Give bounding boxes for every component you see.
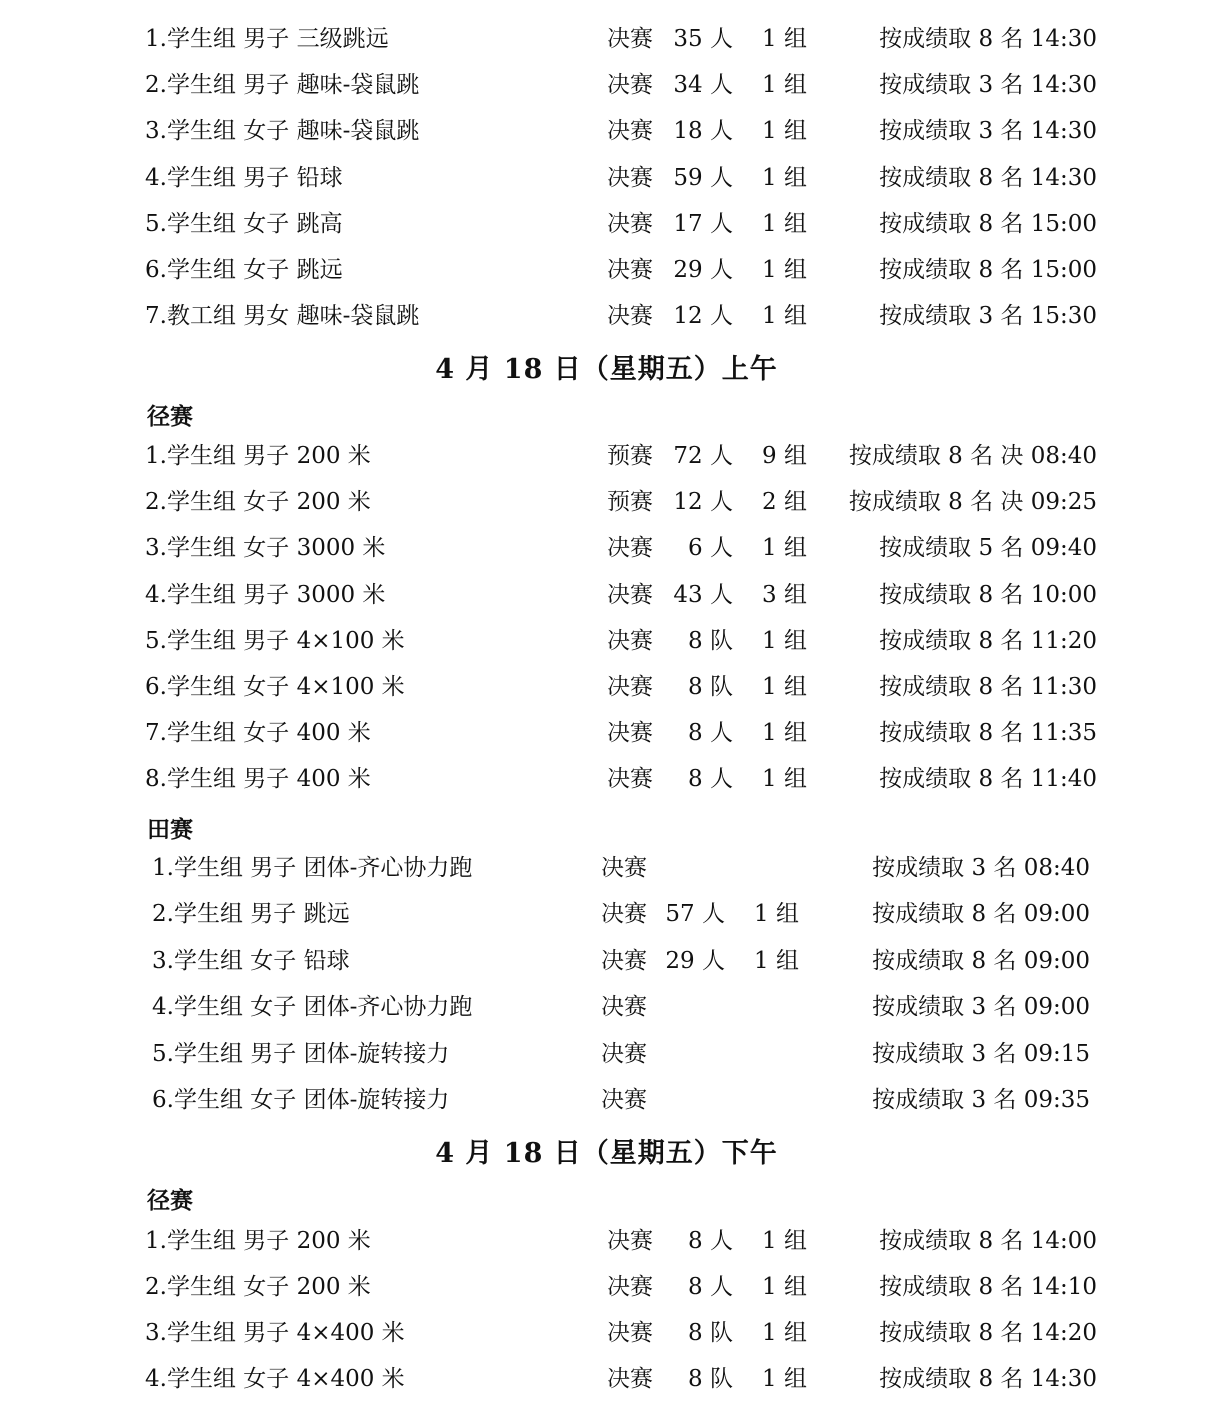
event-groups: 1 组: [762, 535, 807, 562]
event-item: 8.学生组 男子 400 米: [145, 766, 371, 793]
event-stage: 决赛: [601, 1087, 647, 1113]
event-count: 34 人: [673, 72, 733, 99]
event-groups: 1 组: [762, 1228, 807, 1254]
event-item: 3.学生组 男子 4×400 米: [145, 1320, 405, 1346]
event-rule: 按成绩取 8 名 14:10: [879, 1274, 1097, 1300]
schedule-row: [145, 487, 1097, 517]
event-stage: 决赛: [607, 720, 653, 747]
event-groups: 1 组: [762, 720, 807, 747]
event-stage: 决赛: [607, 26, 653, 52]
event-item: 2.学生组 男子 跳远: [152, 901, 350, 928]
event-rule: 按成绩取 3 名 14:30: [879, 72, 1097, 99]
event-stage: 决赛: [607, 257, 653, 283]
event-count: 6 人: [688, 535, 733, 562]
event-rule: 按成绩取 8 名 14:30: [879, 26, 1097, 52]
event-count: 8 队: [688, 674, 733, 700]
session-heading-morning: 4 月 18 日（星期五）上午: [435, 354, 778, 385]
event-count: 35 人: [673, 26, 733, 52]
schedule-row: [145, 1272, 1097, 1302]
event-rule: 按成绩取 8 名 11:35: [879, 720, 1097, 747]
event-stage: 决赛: [607, 164, 653, 191]
event-stage: 决赛: [607, 1228, 653, 1254]
event-rule: 按成绩取 8 名 14:30: [879, 164, 1097, 191]
event-stage: 决赛: [607, 303, 653, 330]
event-rule: 按成绩取 8 名 11:30: [879, 674, 1097, 700]
event-count: 59 人: [673, 164, 733, 191]
event-stage: 决赛: [607, 210, 653, 237]
event-groups: 1 组: [762, 118, 807, 145]
event-item: 5.学生组 男子 4×100 米: [145, 627, 405, 654]
event-rule: 按成绩取 3 名 09:15: [872, 1040, 1090, 1067]
event-count: 17 人: [673, 210, 733, 237]
event-count: 72 人: [673, 443, 733, 469]
event-count: 8 队: [688, 1320, 733, 1346]
event-item: 4.学生组 女子 团体-齐心协力跑: [152, 994, 473, 1021]
event-rule: 按成绩取 8 名 15:00: [879, 210, 1097, 237]
event-item: 3.学生组 女子 3000 米: [145, 535, 386, 562]
event-stage: 决赛: [607, 118, 653, 145]
event-groups: 1 组: [762, 257, 807, 283]
event-rule: 按成绩取 3 名 09:00: [872, 994, 1090, 1021]
event-stage: 决赛: [607, 674, 653, 700]
schedule-row: [145, 70, 1097, 100]
event-count: 8 队: [688, 627, 733, 654]
event-groups: 1 组: [762, 164, 807, 191]
event-rule: 按成绩取 8 名 11:40: [879, 766, 1097, 793]
event-groups: 1 组: [762, 627, 807, 654]
event-item: 6.学生组 女子 团体-旋转接力: [152, 1087, 450, 1113]
schedule-row: [152, 1085, 1090, 1115]
field-events-label: 田赛: [147, 816, 193, 843]
event-count: 8 人: [688, 766, 733, 793]
event-stage: 决赛: [607, 1366, 653, 1392]
event-rule: 按成绩取 3 名 15:30: [879, 303, 1097, 330]
event-count: 12 人: [673, 489, 733, 516]
event-item: 2.学生组 女子 200 米: [145, 1274, 371, 1300]
event-stage: 决赛: [607, 1320, 653, 1346]
schedule-row: [145, 301, 1097, 331]
event-item: 3.学生组 女子 趣味-袋鼠跳: [145, 118, 420, 145]
event-stage: 决赛: [601, 994, 647, 1021]
event-groups: 1 组: [762, 303, 807, 330]
event-item: 7.学生组 女子 400 米: [145, 720, 371, 747]
event-groups: 1 组: [754, 947, 799, 974]
event-groups: 1 组: [762, 1274, 807, 1300]
event-item: 2.学生组 女子 200 米: [145, 489, 371, 516]
event-groups: 1 组: [762, 26, 807, 52]
event-item: 1.学生组 男子 200 米: [145, 443, 371, 469]
event-rule: 按成绩取 8 名 决 08:40: [848, 443, 1097, 469]
event-count: 12 人: [673, 303, 733, 330]
track-events-label: 径赛: [147, 403, 193, 430]
schedule-row: [145, 1318, 1097, 1348]
event-item: 1.学生组 男子 团体-齐心协力跑: [152, 855, 473, 881]
event-rule: 按成绩取 8 名 决 09:25: [848, 489, 1097, 516]
event-rule: 按成绩取 8 名 10:00: [879, 581, 1097, 608]
event-groups: 1 组: [762, 1366, 807, 1392]
event-groups: 1 组: [762, 1320, 807, 1346]
event-stage: 决赛: [607, 72, 653, 99]
event-count: 18 人: [673, 118, 733, 145]
event-count: 8 队: [688, 1366, 733, 1392]
event-groups: 3 组: [762, 581, 807, 608]
event-rule: 按成绩取 5 名 09:40: [879, 535, 1097, 562]
event-stage: 预赛: [607, 489, 653, 516]
event-groups: 1 组: [762, 72, 807, 99]
schedule-row: [145, 718, 1097, 748]
event-rule: 按成绩取 3 名 14:30: [879, 118, 1097, 145]
event-item: 5.学生组 女子 跳高: [145, 210, 343, 237]
event-rule: 按成绩取 8 名 14:30: [879, 1366, 1097, 1392]
event-item: 6.学生组 女子 4×100 米: [145, 674, 405, 700]
event-groups: 1 组: [762, 674, 807, 700]
event-rule: 按成绩取 8 名 09:00: [872, 947, 1090, 974]
event-item: 6.学生组 女子 跳远: [145, 257, 343, 283]
event-stage: 决赛: [607, 627, 653, 654]
event-rule: 按成绩取 8 名 09:00: [872, 901, 1090, 928]
schedule-row: [145, 580, 1097, 610]
event-rule: 按成绩取 8 名 11:20: [879, 627, 1097, 654]
schedule-row: [152, 992, 1090, 1022]
event-rule: 按成绩取 8 名 14:20: [879, 1320, 1097, 1346]
event-item: 4.学生组 男子 3000 米: [145, 581, 386, 608]
schedule-row: [152, 899, 1090, 929]
schedule-row: [145, 441, 1097, 471]
event-item: 7.教工组 男女 趣味-袋鼠跳: [145, 303, 420, 330]
schedule-row: [145, 764, 1097, 794]
event-item: 3.学生组 女子 铅球: [152, 947, 350, 974]
schedule-row: [145, 163, 1097, 193]
event-count: 29 人: [665, 947, 725, 974]
event-stage: 决赛: [607, 1274, 653, 1300]
event-rule: 按成绩取 8 名 15:00: [879, 257, 1097, 283]
event-stage: 决赛: [601, 855, 647, 881]
event-item: 4.学生组 女子 4×400 米: [145, 1366, 405, 1392]
event-stage: 决赛: [601, 947, 647, 974]
event-stage: 决赛: [607, 535, 653, 562]
event-groups: 1 组: [754, 901, 799, 928]
schedule-row: [152, 1039, 1090, 1069]
schedule-row: [152, 853, 1090, 883]
event-rule: 按成绩取 8 名 14:00: [879, 1228, 1097, 1254]
event-groups: 2 组: [762, 489, 807, 516]
schedule-row: [145, 209, 1097, 239]
schedule-row: [145, 672, 1097, 702]
schedule-row: [145, 626, 1097, 656]
event-count: 8 人: [688, 720, 733, 747]
schedule-row: [145, 116, 1097, 146]
event-count: 8 人: [688, 1274, 733, 1300]
event-item: 5.学生组 男子 团体-旋转接力: [152, 1040, 450, 1067]
event-item: 4.学生组 男子 铅球: [145, 164, 343, 191]
event-rule: 按成绩取 3 名 09:35: [872, 1087, 1090, 1113]
event-stage: 决赛: [601, 901, 647, 928]
event-count: 43 人: [673, 581, 733, 608]
event-groups: 9 组: [762, 443, 807, 469]
event-groups: 1 组: [762, 766, 807, 793]
event-stage: 决赛: [601, 1040, 647, 1067]
event-item: 2.学生组 男子 趣味-袋鼠跳: [145, 72, 420, 99]
session-heading-afternoon: 4 月 18 日（星期五）下午: [435, 1138, 778, 1169]
schedule-row: [145, 1226, 1097, 1256]
event-groups: 1 组: [762, 210, 807, 237]
schedule-row: [145, 24, 1097, 54]
event-stage: 决赛: [607, 766, 653, 793]
event-rule: 按成绩取 3 名 08:40: [872, 855, 1090, 881]
schedule-row: [145, 1364, 1097, 1394]
event-stage: 预赛: [607, 443, 653, 469]
schedule-row: [152, 946, 1090, 976]
track-events-label-afternoon: 径赛: [147, 1187, 193, 1214]
event-count: 8 人: [688, 1228, 733, 1254]
event-item: 1.学生组 男子 200 米: [145, 1228, 371, 1254]
event-stage: 决赛: [607, 581, 653, 608]
schedule-row: [145, 255, 1097, 285]
event-item: 1.学生组 男子 三级跳远: [145, 26, 389, 52]
event-count: 29 人: [673, 257, 733, 283]
event-count: 57 人: [665, 901, 725, 928]
schedule-row: [145, 533, 1097, 563]
